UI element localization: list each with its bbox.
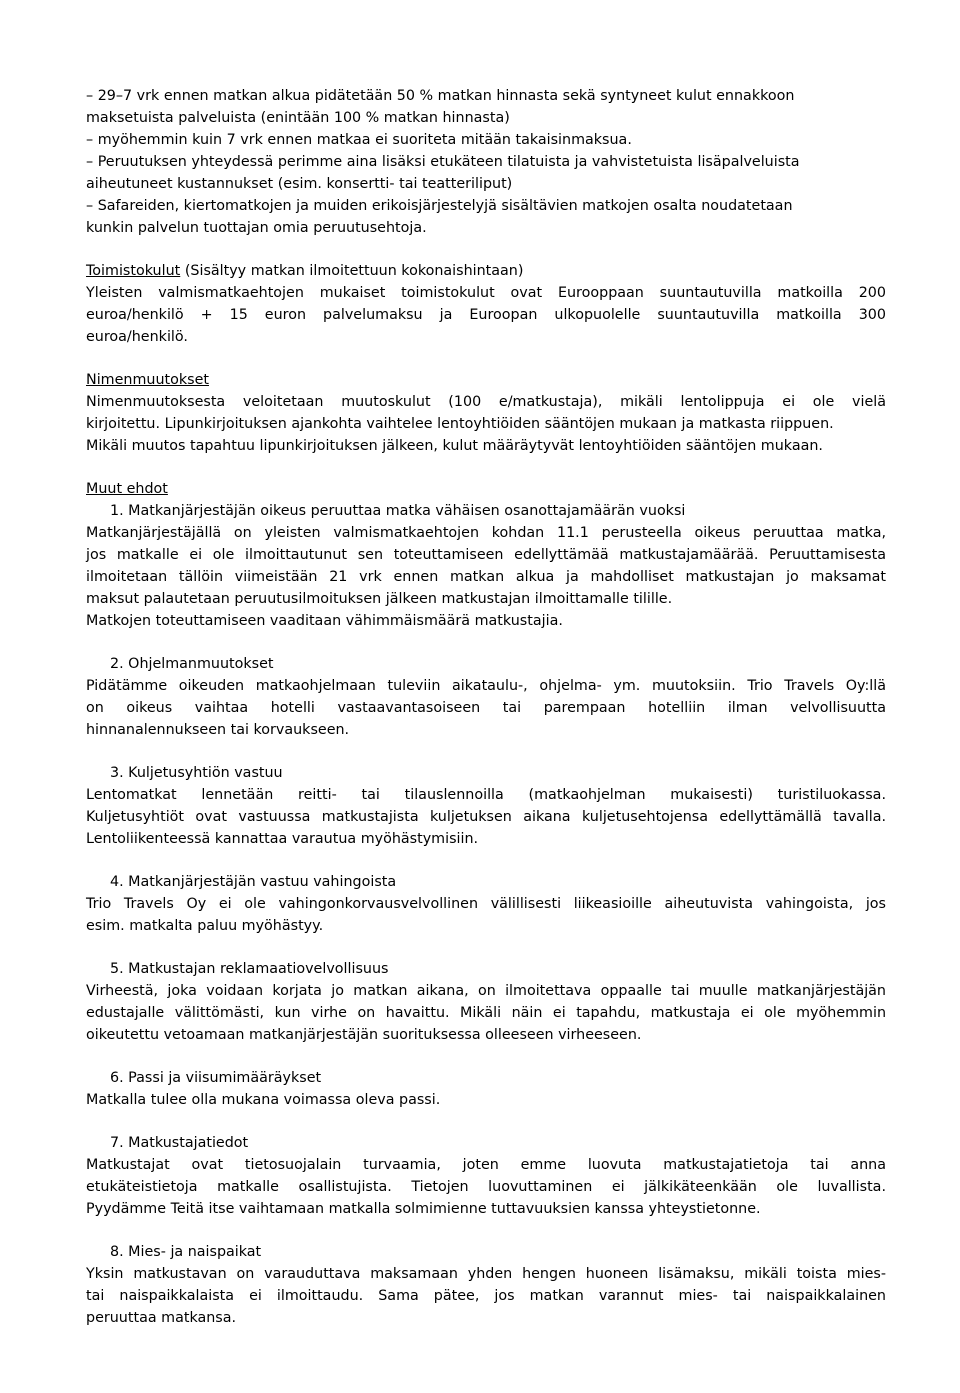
term-section-4 bbox=[86, 871, 886, 937]
term-section-6 bbox=[86, 1067, 886, 1111]
section-heading: 5. Matkustajan reklamaatiovelvollisuus bbox=[110, 961, 389, 977]
term-section-2 bbox=[86, 653, 886, 741]
office-fees-section bbox=[86, 260, 886, 348]
text-line: – 29–7 vrk ennen matkan alkua pidätetään 50 % matkan hinnasta sekä syntyneet kulut ennakkoon bbox=[86, 88, 795, 104]
spacer bbox=[86, 741, 886, 762]
text-line: Kuljetusyhtiöt ovat vastuussa matkustajista kuljetuksen aikana kuljetusehtojensa edellyttämällä tavalla. bbox=[86, 809, 886, 825]
section-heading: 8. Mies- ja naispaikat bbox=[110, 1244, 262, 1260]
text-line: maksut palautetaan peruutusilmoituksen jälkeen matkustajan ilmoittamalle tilille. bbox=[86, 591, 673, 607]
text-line: kunkin palvelun tuottajan omia peruutusehtoja. bbox=[86, 220, 427, 236]
text-line: edustajalle välittömästi, kun virhe on havaittu. Mikäli näin ei tapahdu, matkustaja ei ole myöhemmin bbox=[86, 1005, 886, 1021]
text-line: Trio Travels Oy ei ole vahingonkorvausvelvollinen välillisesti liikeasioille aiheutuvista vahingoista, jos bbox=[86, 896, 886, 912]
text-line: peruuttaa matkansa. bbox=[86, 1310, 237, 1326]
document-body bbox=[86, 85, 886, 1329]
text-line: Matkanjärjestäjällä on yleisten valmismatkaehtojen kohdan 11.1 perusteella oikeus peruuttaa matka, bbox=[86, 525, 886, 541]
spacer bbox=[86, 1046, 886, 1067]
text-line: jos matkalle ei ole ilmoittautunut sen toteuttamiseen edellyttämää matkustajamäärää. Peruuttamisesta bbox=[86, 547, 886, 563]
text-line: maksetuista palveluista (enintään 100 % matkan hinnasta) bbox=[86, 110, 510, 126]
term-section-7 bbox=[86, 1132, 886, 1220]
spacer bbox=[86, 1111, 886, 1132]
text-line: Nimenmuutoksesta veloitetaan muutoskulut (100 e/matkustaja), mikäli lentolippuja ei ole vielä bbox=[86, 394, 886, 410]
text-line: Lentomatkat lennetään reitti- tai tilauslennoilla (matkaohjelman mukaisesti) turistiluokassa. bbox=[86, 787, 886, 803]
text-line: Matkustajat ovat tietosuojalain turvaamia, joten emme luovuta matkustajatietoja tai anna bbox=[86, 1157, 886, 1173]
spacer bbox=[86, 239, 886, 260]
text-line: on oikeus vaihtaa hotelli vastaavantasoiseen tai parempaan hotelliin ilman velvollisuutta bbox=[86, 700, 886, 716]
spacer bbox=[86, 850, 886, 871]
section-heading: 2. Ohjelmanmuutokset bbox=[110, 656, 274, 672]
text-line: euroa/henkilö. bbox=[86, 329, 188, 345]
other-terms-section bbox=[86, 478, 886, 1329]
text-line: Pidätämme oikeuden matkaohjelmaan tuleviin aikataulu-, ohjelma- ym. muutoksiin. Trio Travels Oy:llä bbox=[86, 678, 886, 694]
text-line: Matkojen toteuttamiseen vaaditaan vähimmäismäärä matkustajia. bbox=[86, 613, 563, 629]
term-section-8 bbox=[86, 1241, 886, 1329]
text-line: ilmoitetaan tällöin viimeistään 21 vrk ennen matkan alkua ja mahdolliset matkustajan jo maksamat bbox=[86, 569, 886, 585]
section-heading bbox=[86, 260, 886, 282]
spacer bbox=[86, 632, 886, 653]
text-line: Yleisten valmismatkaehtojen mukaiset toimistokulut ovat Eurooppaan suuntautuvilla matkoilla 200 bbox=[86, 285, 886, 301]
section-heading: 7. Matkustajatiedot bbox=[110, 1135, 249, 1151]
text-line: Virheestä, joka voidaan korjata jo matkan aikana, on ilmoitettava oppaalle tai muulle matkanjärjestäjän bbox=[86, 983, 886, 999]
text-line: aiheutuneet kustannukset (esim. konsertti- tai teatteriliput) bbox=[86, 176, 513, 192]
office-fees-subtitle: (Sisältyy matkan ilmoitettuun kokonaishintaan) bbox=[184, 263, 524, 279]
spacer bbox=[86, 1220, 886, 1241]
spacer bbox=[86, 937, 886, 958]
text-line: kirjoitettu. Lipunkirjoituksen ajankohta vaihtelee lentoyhtiöiden sääntöjen mukaan ja matkasta riippuen. bbox=[86, 416, 834, 432]
text-line: hinnanalennukseen tai korvaukseen. bbox=[86, 722, 350, 738]
text-line: esim. matkalta paluu myöhästyy. bbox=[86, 918, 324, 934]
text-line: euroa/henkilö + 15 euron palvelumaksu ja Euroopan ulkopuolelle suuntautuvilla matkoilla 300 bbox=[86, 307, 886, 323]
spacer bbox=[86, 348, 886, 369]
section-heading: 3. Kuljetusyhtiön vastuu bbox=[110, 765, 283, 781]
text-line: – Safareiden, kiertomatkojen ja muiden erikoisjärjestelyjä sisältävien matkojen osalta noudatetaan bbox=[86, 198, 793, 214]
text-line: – Peruutuksen yhteydessä perimme aina lisäksi etukäteen tilatuista ja vahvistetuista lisäpalveluista bbox=[86, 154, 800, 170]
text-line: tai naispaikkalaista ei ilmoittaudu. Sama pätee, jos matkan varannut mies- tai naispaikkalainen bbox=[86, 1288, 886, 1304]
section-heading: 6. Passi ja viisumimääräykset bbox=[110, 1070, 322, 1086]
section-heading: 4. Matkanjärjestäjän vastuu vahingoista bbox=[110, 874, 397, 890]
text-line: Matkalla tulee olla mukana voimassa oleva passi. bbox=[86, 1092, 441, 1108]
text-line: Mikäli muutos tapahtuu lipunkirjoituksen jälkeen, kulut määräytyvät lentoyhtiöiden sääntöjen mukaan. bbox=[86, 438, 823, 454]
term-section-3 bbox=[86, 762, 886, 850]
name-changes-section bbox=[86, 369, 886, 457]
term-section-1 bbox=[86, 500, 886, 632]
text-line: Lentoliikenteessä kannattaa varautua myöhästymisiin. bbox=[86, 831, 479, 847]
text-line: Yksin matkustavan on varauduttava maksamaan yhden hengen huoneen lisämaksu, mikäli toista mies- bbox=[86, 1266, 886, 1282]
text-line: – myöhemmin kuin 7 vrk ennen matkaa ei suoriteta mitään takaisinmaksua. bbox=[86, 132, 632, 148]
text-line: etukäteistietoja matkalle osallistujista. Tietojen luovuttaminen ei jälkikäteenkään ole luvallista. bbox=[86, 1179, 886, 1195]
section-heading: 1. Matkanjärjestäjän oikeus peruuttaa matka vähäisen osanottajamäärän vuoksi bbox=[110, 503, 686, 519]
office-fees-title: Toimistokulut bbox=[86, 263, 181, 279]
cancellation-terms bbox=[86, 85, 886, 239]
text-line: Pyydämme Teitä itse vaihtamaan matkalla solmimienne tuttavuuksien kanssa yhteystietonne. bbox=[86, 1201, 761, 1217]
text-line: oikeutettu vetoamaan matkanjärjestäjän suorituksessa olleeseen virheeseen. bbox=[86, 1027, 642, 1043]
term-section-5 bbox=[86, 958, 886, 1046]
name-changes-title: Nimenmuutokset bbox=[86, 372, 209, 388]
other-terms-title: Muut ehdot bbox=[86, 481, 168, 497]
spacer bbox=[86, 457, 886, 478]
